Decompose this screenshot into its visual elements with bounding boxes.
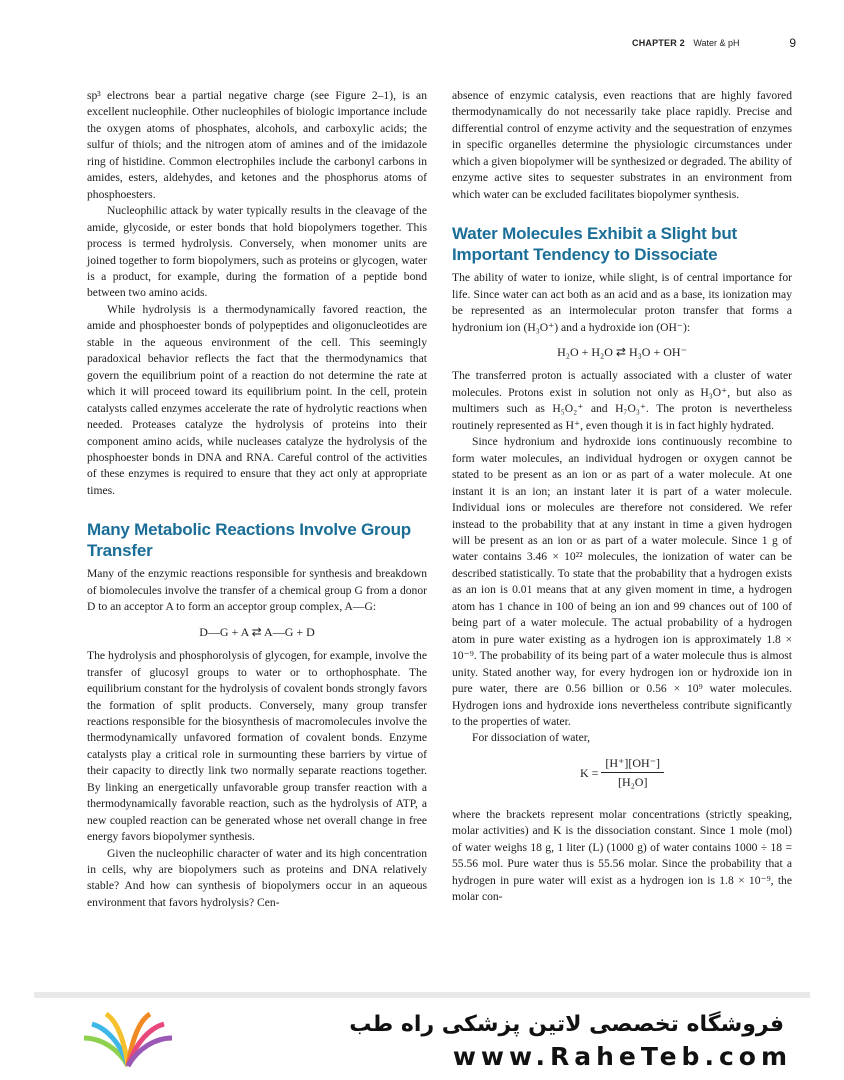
paragraph: Many of the enzymic reactions responsible for synthesis and breakdown of biomolecules involve the transfer of a chemical group G from a donor D to an acceptor A to form an acceptor group complex, A—G: [87,567,427,614]
chapter-title: Water & pH [693,38,740,48]
paragraph: Given the nucleophilic character of water and its high concentration in cells, why are biopolymers such as proteins and DNA relatively stable? And how can synthesis of biopolymers occur in an aqueous environment that favors hydrolysis? Cen- [87,846,427,909]
section-heading: Many Metabolic Reactions Involve Group Transfer [87,520,411,561]
paragraph: Nucleophilic attack by water typically results in the cleavage of the amide, glycoside, or ester bonds that hold biopolymers together. This process is termed hydrolysis. Conversely, when monomer units are joined together to form biopolymers, such as proteins or glycogen, water is a product, for example, during the formation of a peptide bond between two amino acids. [87,204,427,300]
section-heading: Water Molecules Exhibit a Slight but Important Tendency to Dissociate [452,224,737,265]
fraction-denominator: [H₂O] [617,775,648,790]
left-column [87,88,427,911]
equation-group-transfer: D—G + A ⇄ A—G + D [199,624,315,639]
equation-lhs: K = [579,765,599,780]
equation-dissociation-constant [452,755,792,791]
store-name: فروشگاه تخصصی لاتین پزشکی راه طب [349,1012,784,1037]
store-url: www.RaheTeb.com [452,1042,792,1071]
chapter-label: CHAPTER 2 [632,38,685,48]
fraction-numerator: [H⁺][OH⁻] [601,755,664,773]
paragraph: For dissociation of water, [472,731,591,745]
paragraph: The ability of water to ionize, while slight, is of central importance for life. Since water can act both as an acid and as a base, its ionization may be represented as an intermolecular proton transfer that forms a hydronium ion (H₃O⁺) and a hydroxide ion (OH⁻): [452,271,792,334]
page-number: 9 [789,36,796,50]
paragraph: While hydrolysis is a thermodynamically favored reaction, the amide and phosphoester bonds of polypeptides and oligonucleotides are stable in the aqueous environment of the cell. This seemingly paradoxical behavior reflects the fact that the thermodynamics that govern the equilibrium point of a reaction do not determine the rate at which it will proceed toward its equilibrium point. In the cell, protein catalysts called enzymes accelerate the rate of hydrolytic reactions when needed. Proteases catalyze the hydrolysis of proteins into their component amino acids, while nucleases catalyze the hydrolysis of the phosphoester bonds in DNA and RNA. Careful control of the activities of these enzymes is required to ensure that they act only at appropriate times. [87,302,427,497]
fraction [601,755,664,791]
bottom-fade [0,930,844,1000]
paragraph: Since hydronium and hydroxide ions continuously recombine to form water molecules, an individual hydrogen or oxygen cannot be stated to be present as an ion or as part of a water molecule. At one instant it is an ion; an instant later it is part of a water molecule. Individual ions or molecules are therefore not considered. We refer instead to the probability that at any instant in time a given hydrogen will be present as an ion or as part of a water molecule. Since 1 g of water contains 3.46 × 10²² molecules, the ionization of water can be described statistically. To state that the probability that a hydrogen exists as an ion is 0.01 means that at any given moment in time, a hydrogen atom has 1 chance in 100 of being an ion and 99 chances out of 100 of being part of a water molecule. The actual probability of a hydrogen atom in pure water existing as a hydrogen ion is approximately 1.8 × 10⁻⁹. The probability of its being part of a water molecule thus is almost unity. Stated another way, for every hydrogen ion or hydroxide ion in pure water, there are 0.56 billion or 0.56 × 10⁹ water molecules. Hydrogen ions and hydroxide ions nevertheless contribute significantly to the properties of water. [452,435,792,728]
paragraph: absence of enzymic catalysis, even reactions that are highly favored thermodynamically do not necessarily take place rapidly. Precise and differential control of enzyme activity and the sequestration of enzymes in specific organelles determine the physiologic circumstances under which a given biopolymer will be synthesized or degraded. The ability of enzyme active sites to sequester substrates in an environment from which water can be excluded facilitates biopolymer synthesis. [452,89,792,201]
paragraph: The transferred proton is actually associated with a cluster of water molecules. Protons exist in solution not only as H₃O⁺, but also as multimers such as H₅O₂⁺ and H₇O₃⁺. The proton is nevertheless routinely represented as H⁺, even though it is in fact highly hydrated. [452,369,792,432]
paragraph: where the brackets represent molar concentrations (strictly speaking, molar activities) and K is the dissociation constant. Since 1 mole (mol) of water weighs 18 g, 1 liter (L) (1000 g) of water contains 1000 ÷ 18 = 55.56 mol. Pure water thus is 55.56 molar. Since the probability that a hydrogen in pure water will exist as a hydrogen ion is 1.8 × 10⁻⁹, the molar con- [452,807,792,904]
paragraph: sp³ electrons bear a partial negative charge (see Figure 2–1), is an excellent nucleophile. Other nucleophiles of biologic importance include the oxygen atoms of phosphates, alcohols, and carboxylic acids; the sulfur of thiols; and the nitrogen atom of amines and of the imidazole ring of histidine. Common electrophiles include the carbonyl carbons in amides, esters, aldehydes, and ketones and the phosphorus atoms of phosphoesters. [87,89,427,201]
open-book-logo-icon [78,1008,178,1078]
paragraph: The hydrolysis and phosphorolysis of glycogen, for example, involve the transfer of glucosyl groups to water or to orthophosphate. The equilibrium constant for the hydrolysis of covalent bonds strongly favors the formation of split products. Conversely, many group transfer reactions responsible for the biosynthesis of macromolecules involve the thermodynamically unfavored formation of covalent bonds. Enzyme catalysts play a critical role in surmounting these barriers by virtue of their capacity to directly link two normally separate reactions together. By linking an energetically unfavorable group transfer reaction with a thermodynamically favorable reaction, such as the hydrolysis of ATP, a new coupled reaction can be generated whose net overall change in free energy favors biopolymer synthesis. [87,649,427,844]
running-header [632,38,802,54]
equation-water-ionization: H₂O + H₂O ⇄ H₃O + OH⁻ [557,344,687,359]
watermark-footer [0,998,844,1080]
right-column [452,88,792,905]
